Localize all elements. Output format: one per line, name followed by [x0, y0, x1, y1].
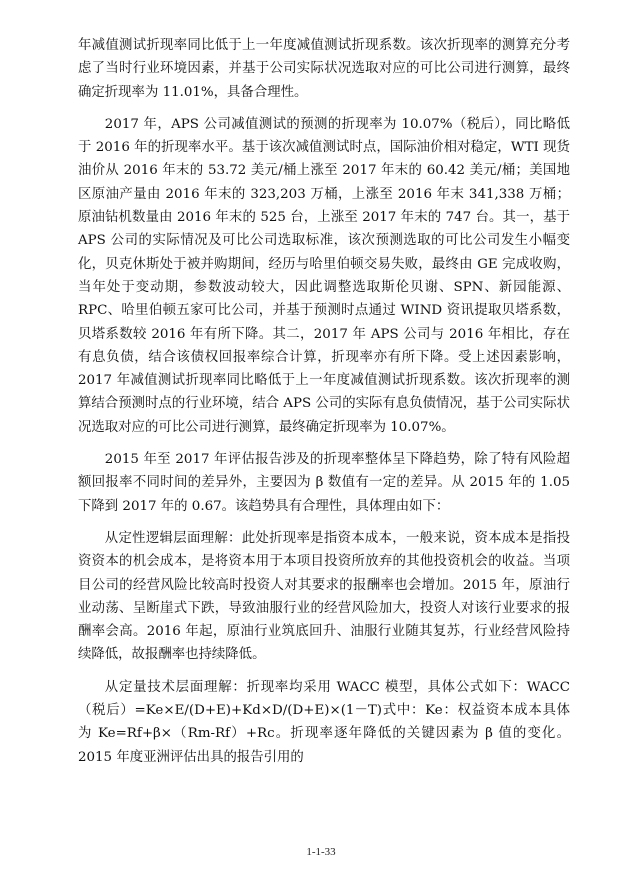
paragraph-continuation: 年减值测试折现率同比低于上一年度减值测试折现系数。该次折现率的测算充分考虑了当时行业环境因素，并基于公司实际状况选取对应的可比公司进行测算，最终确定折现率为 11.01%，具备合理性。	[78, 38, 570, 100]
paragraph-quantitative: 从定量技术层面理解：折现率均采用 WACC 模型，具体公式如下：WACC（税后）=Ke×E/(D+E)+Kd×D/(D+E)×(1－T)式中：Ke：权益资本成本具体为 Ke=Rf+β×（Rm-Rf）+Rc。折现率逐年降低的关键因素为 β 值的变化。2015 年度亚洲评估出具的报告引用的	[78, 679, 570, 765]
page-number: 1-1-33	[306, 846, 336, 858]
document-body	[78, 34, 570, 778]
paragraph-2017-discount-rate: 2017 年，APS 公司减值测试的预测的折现率为 10.07%（税后），同比略低于 2016 年的折现率水平。基于该次减值测试时点，国际油价相对稳定，WTI 现货油价从 2016 年末的 53.72 美元/桶上涨至 2017 年末的 60.42 美元/桶；美国地区原油产量由 2016 年末的 323,203 万桶，上涨至 2016 年末 341,338 万桶；原油钻机数量由 2016 年末的 525 台，上涨至 2017 年末的 747 台。其一，基于 APS 公司的实际情况及可比公司选取标准，该次预测选取的可比公司发生小幅变化，贝克休斯处于被并购期间，经历与哈里伯顿交易失败，最终由 GE 完成收购，当年处于变动期，参数波动较大，因此调整选取斯伦贝谢、SPN、新园能源、RPC、哈里伯顿五家可比公司，并基于预测时点通过 WIND 资讯提取贝塔系数，贝塔系数较 2016 年有所下降。其二，2017 年 APS 公司与 2016 年相比，存在有息负债，结合该债权回报率综合计算，折现率亦有所下降。受上述因素影响，2017 年减值测试折现率同比略低于上一年度减值测试折现系数。该次折现率的测算结合预测时点的行业环境，结合 APS 公司的实际有息负债情况，基于公司实际状况选取对应的可比公司进行测算，最终确定折现率为 10.07%。	[78, 116, 570, 435]
paragraph-trend-summary: 2015 年至 2017 年评估报告涉及的折现率整体呈下降趋势，除了特有风险超额回报率不同时间的差异外，主要因为 β 数值有一定的差异。从 2015 年的 1.05 下降到 2017 年的 0.67。该趋势具有合理性，具体理由如下：	[78, 452, 570, 514]
paragraph-qualitative: 从定性逻辑层面理解：此处折现率是指资本成本，一般来说，资本成本是指投资资本的机会成本，是将资本用于本项目投资所放弃的其他投资机会的收益。当项目公司的经营风险比较高时投资人对其要求的报酬率也会增加。2015 年，原油行业动荡、呈断崖式下跌，导致油服行业的经营风险加大，投资人对该行业要求的报酬率会高。2016 年起，原油行业筑底回升、油服行业随其复苏，行业经营风险持续降低，故报酬率也持续降低。	[78, 530, 570, 663]
